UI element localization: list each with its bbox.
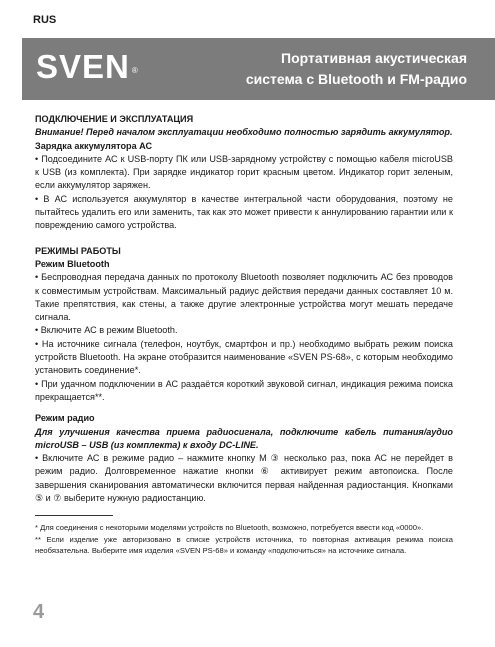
section-heading-modes: РЕЖИМЫ РАБОТЫ [35, 245, 121, 256]
subheading-charging: Зарядка аккумулятора АС [35, 140, 153, 151]
bluetooth-paragraph-2: • Включите АС в режим Bluetooth. [35, 325, 178, 336]
subheading-bluetooth: Режим Bluetooth [35, 258, 110, 269]
brand-logo [36, 49, 139, 85]
warning-text: Внимание! Перед началом эксплуатации необходимо полностью зарядить аккумулятор. [35, 127, 453, 138]
page-number: 4 [33, 601, 45, 623]
charging-paragraph-2: • В АС используется аккумулятор в качестве интегральной части оборудования, поэтому не пытайтесь удалить его или заменить, так как это может привести к аннулированию гарантии или к повреждению самого устройства. [35, 193, 453, 231]
header-banner [22, 38, 495, 100]
manual-content [35, 113, 453, 556]
registered-mark: ® [131, 66, 139, 75]
radio-paragraph-1: • Включите АС в режиме радио – нажмите кнопку M ③ несколько раз, пока АС не перейдет в режим радио. Долговременное нажатие кнопки ⑥ активирует режим автопоиска. После завершения сканирования автоматически включится первая найденная радиостанция. Кнопками ⑤ и ⑦ выберите нужную радиостанцию. [35, 453, 453, 504]
footnote-1: * Для соединения с некоторыми моделями устройств по Bluetooth, возможно, потребуется ввести код «0000». [35, 523, 424, 533]
product-title [187, 48, 467, 90]
language-label: RUS [33, 14, 57, 26]
subheading-radio: Режим радио [35, 413, 95, 424]
radio-note: Для улучшения качества приема радиосигнала, подключите кабель питания/аудио microUSB – USB (из комплекта) к входу DC-LINE. [35, 426, 453, 450]
bluetooth-paragraph-4: • При удачном подключении в АС раздаётся короткий звуковой сигнал, индикация режима поиска прекращается**. [35, 378, 453, 402]
section-heading-connection: ПОДКЛЮЧЕНИЕ И ЭКСПЛУАТАЦИЯ [35, 114, 194, 124]
charging-paragraph-1: • Подсоедините АС к USB-порту ПК или USB-зарядному устройству с помощью кабеля microUSB к USB (из комплекта). При зарядке индикатор горит красным цветом. Индикатор горит зеленым, если аккумулятор заряжен. [35, 153, 453, 191]
footnote-2: ** Если изделие уже авторизовано в списке устройств источника, то повторная активация режима поиска необязательна. Выберите имя изделия «SVEN PS-68» и команду «подключиться» на источнике сигнала. [35, 534, 453, 555]
brand-logo-text: SVEN [36, 48, 130, 85]
bluetooth-paragraph-3: • На источнике сигнала (телефон, ноутбук, смартфон и пр.) необходимо выбрать режим поиска устройств Bluetooth. На экране отобразится наименование «SVEN PS-68», с которым необходимо установить соединение*. [35, 338, 453, 376]
product-title-line1: Портативная акустическая [281, 50, 467, 66]
footnote-divider [35, 515, 113, 516]
product-title-line2: система с Bluetooth и FM-радио [245, 71, 467, 87]
bluetooth-paragraph-1: • Беспроводная передача данных по протоколу Bluetooth позволяет подключить АС без проводов к совместимым устройствам. Максимальный радиус действия передачи данных составляет 10 м. Такие препятствия, как стены, а также другие электронные устройства могут мешать передаче сигнала. [35, 272, 453, 323]
